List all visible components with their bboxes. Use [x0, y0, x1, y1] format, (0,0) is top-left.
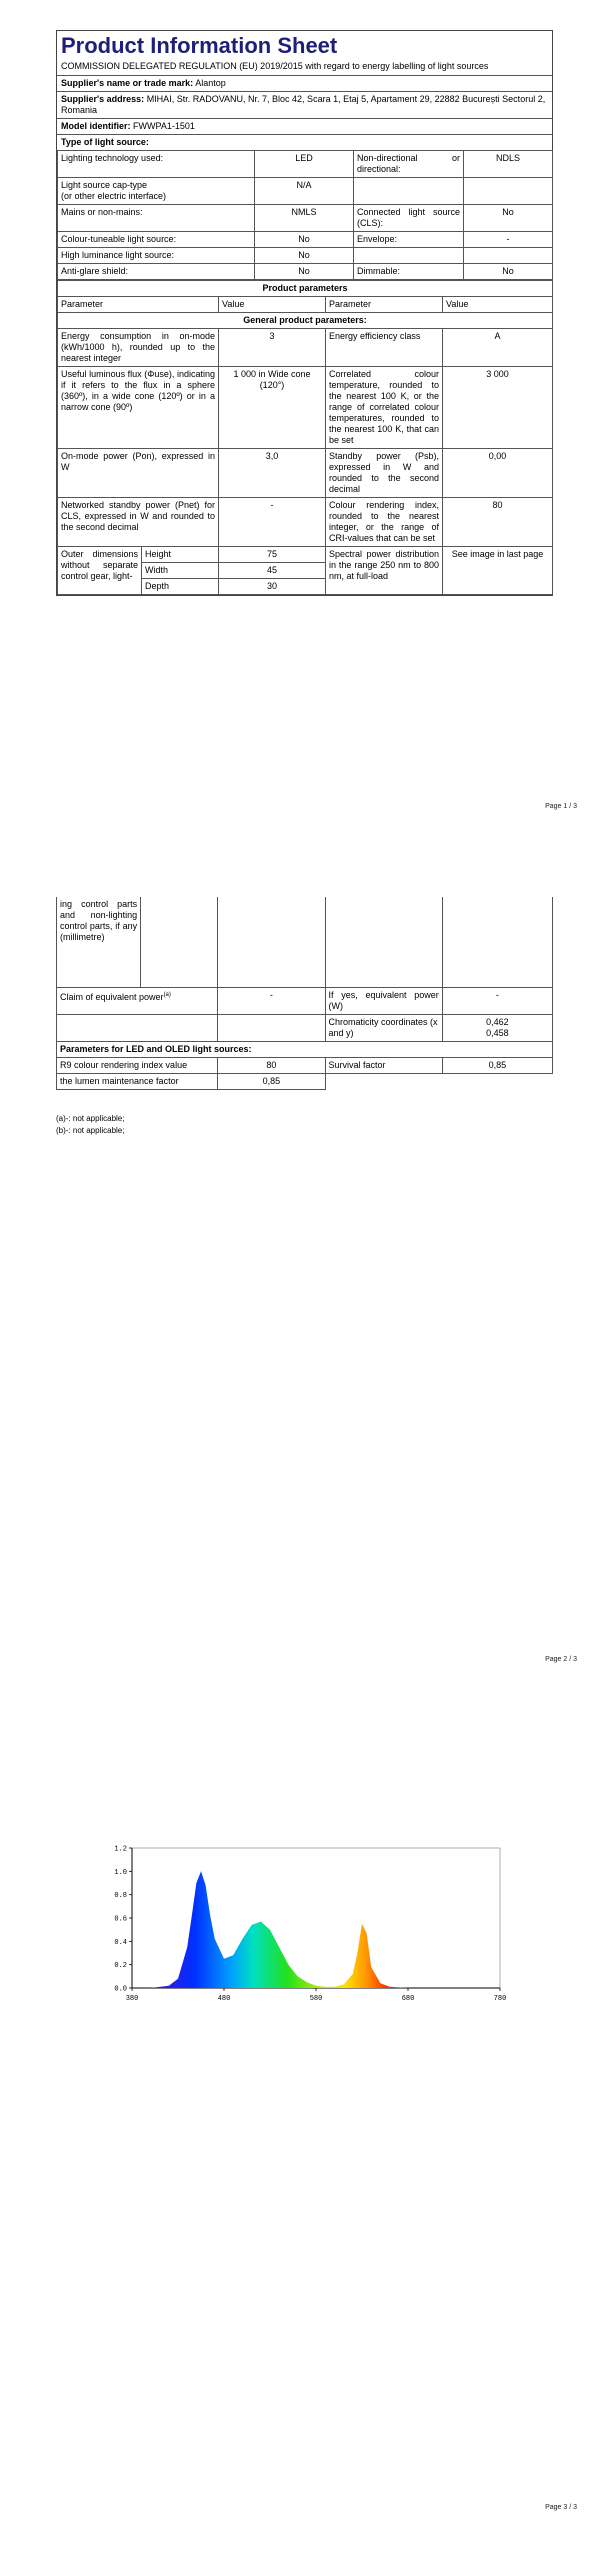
param-row: [58, 449, 553, 498]
type-value-2: NDLS: [464, 151, 553, 178]
note-b: (b)-: not applicable;: [56, 1126, 125, 1135]
x-tick-label: 680: [401, 1995, 415, 2003]
params-table: [57, 280, 553, 595]
equiv-value: -: [442, 987, 552, 1014]
dims-label-cont: ing control parts and non-lighting control parts, if any (millimetre): [57, 897, 141, 987]
type-value: No: [255, 264, 354, 280]
type-label-2: Connected light source (CLS):: [354, 205, 464, 232]
type-value-2: No: [464, 205, 553, 232]
param-value: 3,0: [219, 449, 326, 498]
regulation-text: COMMISSION DELEGATED REGULATION (EU) 2019/2015 with regard to energy labelling of light sources: [61, 61, 489, 71]
type-row: [58, 264, 553, 280]
page-2: [0, 853, 603, 1706]
empty-cell: [442, 1073, 552, 1089]
param-row: [58, 329, 553, 367]
claim-label: Claim of equivalent power$^{(a)}$: [57, 987, 218, 1014]
y-tick-label: 0.6: [114, 1915, 127, 1924]
dim-width-value: 45: [219, 563, 326, 579]
type-label: Lighting technology used:: [58, 151, 255, 178]
r9-label: R9 colour rendering index value: [57, 1057, 218, 1073]
x-tick-label: 480: [217, 1995, 231, 2003]
lumen-value: 0,85: [218, 1073, 325, 1089]
y-tick-label: 0.2: [114, 1962, 127, 1971]
y-tick-label: 0.0: [114, 1985, 127, 1994]
page2-table: [56, 897, 553, 1090]
param-label-2: Energy efficiency class: [326, 329, 443, 367]
empty-cell: [218, 1014, 325, 1041]
survival-value: 0,85: [442, 1057, 552, 1073]
page-number: Page 3 / 3: [545, 2504, 577, 2511]
type-row: [58, 205, 553, 232]
led-header: Parameters for LED and OLED light sources:: [57, 1041, 553, 1057]
page-title: Product Information Sheet: [61, 33, 338, 58]
x-tick-label: 380: [125, 1995, 139, 2003]
lumen-label: the lumen maintenance factor: [57, 1073, 218, 1089]
type-row: [58, 178, 553, 205]
type-value: LED: [255, 151, 354, 178]
empty-cell: [141, 897, 218, 987]
param-label: Networked standby power (Pnet) for CLS, expressed in W and rounded to the second decimal: [58, 498, 219, 547]
page-3: [0, 1706, 603, 2560]
param-value: 3: [219, 329, 326, 367]
param-value: -: [219, 498, 326, 547]
type-value-2: [464, 248, 553, 264]
dim-depth-label: Depth: [142, 579, 219, 595]
param-value: 1 000 in Wide cone (120°): [219, 367, 326, 449]
param-label: On-mode power (Pon), expressed in W: [58, 449, 219, 498]
type-label: Mains or non-mains:: [58, 205, 255, 232]
col-parameter: Parameter: [58, 297, 219, 313]
x-tick-label: 580: [309, 1995, 323, 2003]
col-parameter-2: Parameter: [326, 297, 443, 313]
chroma-label: Chromaticity coordinates (x and y): [325, 1014, 442, 1041]
type-label: High luminance light source:: [58, 248, 255, 264]
page-1: [0, 0, 603, 853]
page-number: Page 1 / 3: [545, 803, 577, 810]
type-value: N/A: [255, 178, 354, 205]
type-value: No: [255, 232, 354, 248]
empty-cell: [325, 897, 442, 987]
type-value: NMLS: [255, 205, 354, 232]
spd-series-area: [132, 1871, 500, 1988]
type-label-2: Envelope:: [354, 232, 464, 248]
type-label-2: [354, 178, 464, 205]
param-label-2: Correlated colour temperature, rounded to the nearest 100 K, or the range of correlated colour temperatures, rounded to the nearest 100 K, that can be set: [326, 367, 443, 449]
col-value: Value: [219, 297, 326, 313]
type-label-2: Non-directional or directional:: [354, 151, 464, 178]
equiv-label: If yes, equivalent power (W): [325, 987, 442, 1014]
empty-cell: [325, 1073, 442, 1089]
type-row: [58, 248, 553, 264]
type-label: Anti-glare shield:: [58, 264, 255, 280]
param-label: Useful luminous flux (Φuse), indicating if it refers to the flux in a sphere (360º), in a wide cone (120º) or in a narrow cone (90º): [58, 367, 219, 449]
dims-label: Outer dimensions without separate control gear, light-: [58, 547, 142, 595]
note-a: (a)-: not applicable;: [56, 1114, 125, 1123]
param-label: Energy consumption in on-mode (kWh/1000 h), rounded up to the nearest integer: [58, 329, 219, 367]
empty-cell: [57, 1014, 218, 1041]
empty-cell: [442, 897, 552, 987]
param-value-2: A: [443, 329, 553, 367]
supplier-address-row: Supplier's address: MIHAI, Str. RADOVANU, Nr. 7, Bloc 42, Scara 1, Etaj 5, Apartament 29, 22882 București Sectorul 2, Romania: [57, 91, 552, 118]
model-row: Model identifier: FWWPA1-1501: [57, 118, 552, 134]
x-tick-label: 780: [493, 1995, 507, 2003]
y-tick-label: 1.2: [114, 1845, 127, 1854]
spd-value: See image in last page: [443, 547, 553, 595]
footnotes: [56, 1113, 124, 1137]
param-value-2: 0,00: [443, 449, 553, 498]
y-tick-label: 1.0: [114, 1868, 127, 1877]
type-value-2: No: [464, 264, 553, 280]
type-label: Light source cap-type (or other electric interface): [58, 178, 255, 205]
type-table: [57, 150, 553, 280]
supplier-name-row: Supplier's name or trade mark: Alantop: [57, 75, 552, 91]
col-value-2: Value: [443, 297, 553, 313]
param-label-2: Colour rendering index, rounded to the nearest integer, or the range of CRI-values that can be set: [326, 498, 443, 547]
dim-depth-value: 30: [219, 579, 326, 595]
type-value: No: [255, 248, 354, 264]
spectral-power-chart: [90, 1838, 530, 2008]
param-value-2: 3 000: [443, 367, 553, 449]
dim-width-label: Width: [142, 563, 219, 579]
survival-label: Survival factor: [325, 1057, 442, 1073]
general-header: General product parameters:: [58, 313, 553, 329]
info-sheet-frame: [56, 30, 553, 596]
y-tick-label: 0.4: [114, 1938, 127, 1947]
dim-height-label: Height: [142, 547, 219, 563]
empty-cell: [218, 897, 325, 987]
chroma-values: 0,462 0,458: [442, 1014, 552, 1041]
type-value-2: -: [464, 232, 553, 248]
chart-ticks: [114, 1846, 506, 2004]
y-tick-label: 0.8: [114, 1892, 127, 1901]
params-header: Product parameters: [58, 281, 553, 297]
type-label: Colour-tuneable light source:: [58, 232, 255, 248]
type-label-2: Dimmable:: [354, 264, 464, 280]
dim-height-value: 75: [219, 547, 326, 563]
type-value-2: [464, 178, 553, 205]
type-row: [58, 151, 553, 178]
type-label-2: [354, 248, 464, 264]
type-row: [58, 232, 553, 248]
page-number: Page 2 / 3: [545, 1656, 577, 1663]
r9-value: 80: [218, 1057, 325, 1073]
spd-label: Spectral power distribution in the range 250 nm to 800 nm, at full-load: [326, 547, 443, 595]
param-row: [58, 367, 553, 449]
param-row: [58, 498, 553, 547]
type-header: Type of light source:: [57, 134, 552, 150]
claim-value: -: [218, 987, 325, 1014]
param-value-2: 80: [443, 498, 553, 547]
param-label-2: Standby power (Psb), expressed in W and rounded to the second decimal: [326, 449, 443, 498]
